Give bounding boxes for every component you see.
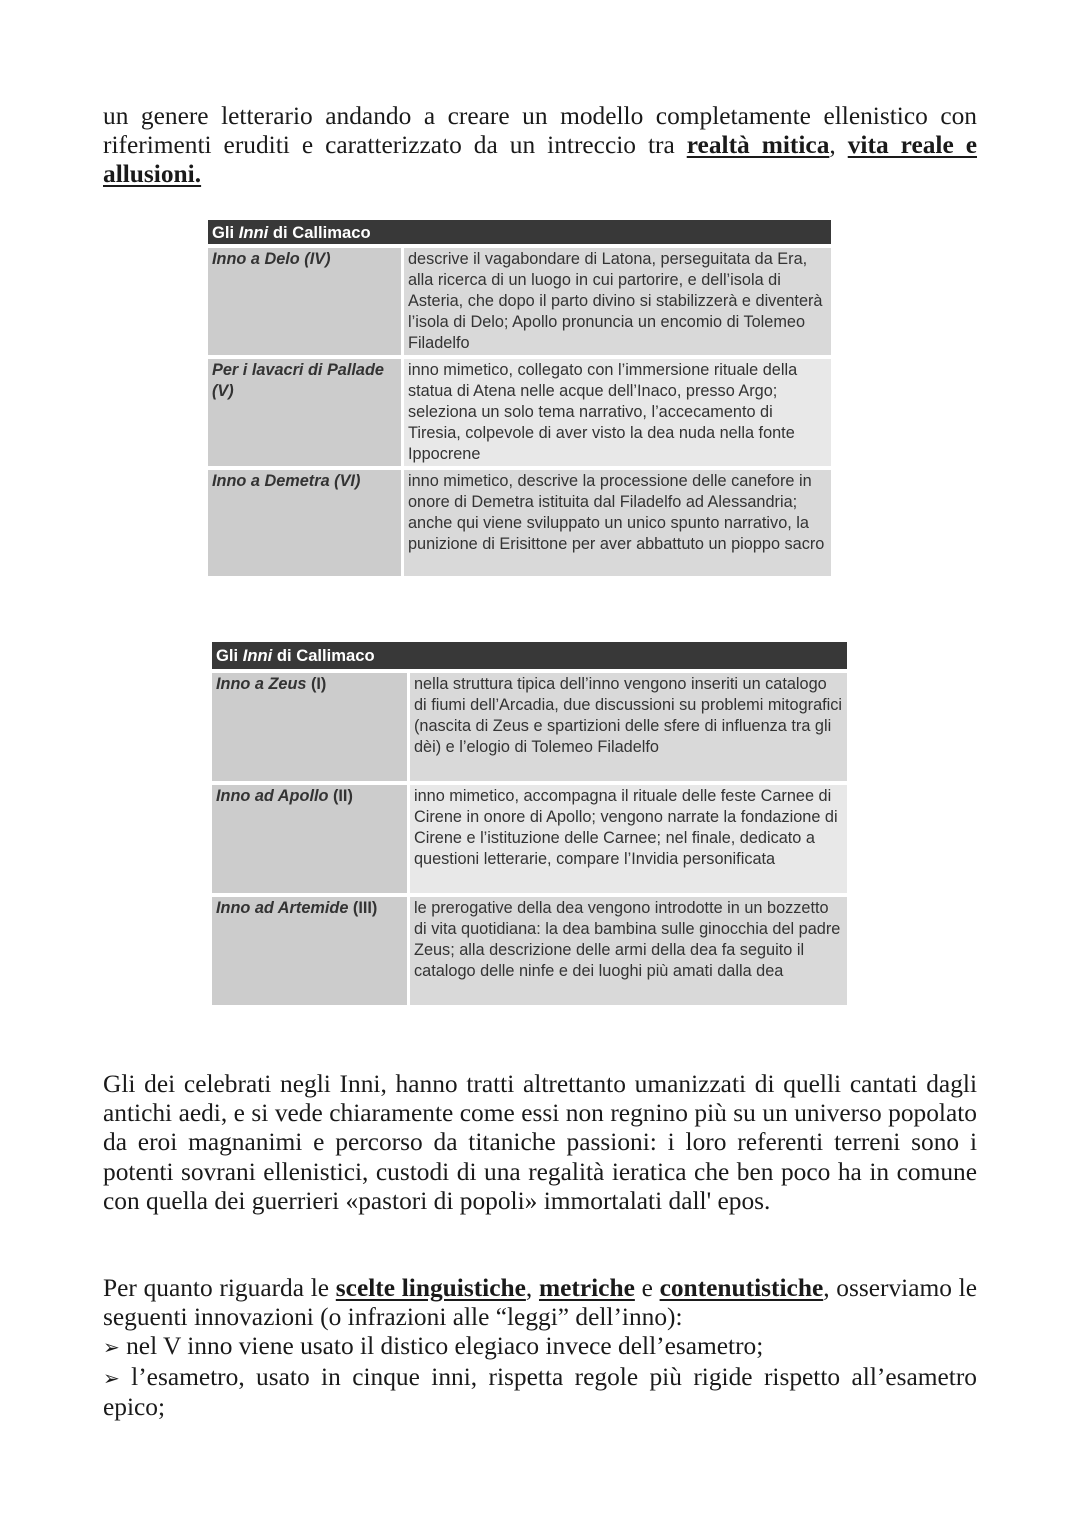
paragraph-dei: Gli dei celebrati negli Inni, hanno tratti altrettanto umanizzati di quelli cantati dagli antichi aedi, e si vede chiaramente come essi non regnino più su un universo popolato da eroi magnanimi e percorso da titaniche passioni: i loro referenti terreni sono i potenti sovrani ellenistici, custodi di una regalità ieratica che ben poco ha in comune con quella dei guerrieri «pastori di popoli» immortalati dall' epos.: [103, 1070, 977, 1215]
table-inni-1: [208, 220, 831, 576]
table-title-post: di Callimaco: [268, 222, 371, 242]
row-name: Per i lavacri di Pallade (V): [208, 359, 404, 466]
row-desc: inno mimetico, accompagna il rituale delle feste Carnee di Cirene in onore di Apollo; vengono narrate la fondazione di Cirene e l’istituzione delle Carnee; nel finale, dedicato a questioni letterarie, compare l’Invidia personificata: [410, 785, 847, 893]
table-title-pre: Gli: [212, 222, 239, 242]
table-row: [212, 673, 847, 781]
row-name: [212, 897, 410, 1005]
table-row: [208, 248, 831, 355]
table-header: [212, 642, 847, 669]
row-name: [212, 673, 410, 781]
row-name-text: Inno a Zeus: [216, 675, 307, 693]
table-row: [208, 470, 831, 576]
arrow-bullet-icon: ➢: [103, 1335, 120, 1360]
emphasis-vita-reale: vita reale e allusioni.: [103, 131, 977, 189]
row-desc: inno mimetico, descrive la processione delle canefore in onore di Demetra istituita dal Filadelfo ad Alessandria; anche qui viene sviluppato un unico spunto narrativo, la punizione di Erisittone per aver abbattuto un pioppo sacro: [404, 470, 831, 576]
row-desc: inno mimetico, collegato con l’immersione rituale della statua di Atena nelle acque dell’Inaco, presso Argo; seleziona un solo tema narrativo, l’accecamento di Tiresia, colpevole di aver visto la dea nuda nella fonte Ippocrene: [404, 359, 831, 466]
arrow-bullet-icon: ➢: [103, 1365, 120, 1390]
row-desc: le prerogative della dea vengono introdotte in un bozzetto di vita quotidiana: la dea bambina sulle ginocchia del padre Zeus; alla descrizione delle armi della dea fa seguito il catalogo delle ninfe e dei luoghi più amati dalla dea: [410, 897, 847, 1005]
row-desc: descrive il vagabondare di Latona, perseguitata da Era, alla ricerca di un luogo in cui partorire, e dell’isola di Asteria, che dopo il parto divino si stabilizzerà e diventerà l’isola di Delo; Apollo pronuncia un encomio di Tolemeo Filadelfo: [404, 248, 831, 355]
paragraph-innovazioni: [103, 1274, 977, 1422]
table-row: [212, 785, 847, 893]
row-number: (III): [348, 899, 378, 917]
row-name: Inno a Delo (IV): [208, 248, 404, 355]
list-item-text: l’esametro, usato in cinque inni, rispetta regole più rigide rispetto all’esametro epico;: [103, 1362, 977, 1421]
list-item: [103, 1363, 977, 1422]
row-desc: nella struttura tipica dell’inno vengono inseriti un catalogo di fiumi dell’Arcadia, due discussioni su problemi mitografici (nascita di Zeus e spartizioni delle sfere di influenza tra gli dèi) e l’elogio di Tolemeo Filadelfo: [410, 673, 847, 781]
row-name: Inno a Demetra (VI): [208, 470, 404, 576]
emphasis-realta-mitica: realtà mitica: [686, 131, 830, 160]
intro-paragraph: [103, 102, 977, 190]
table-row: [212, 897, 847, 1005]
list-item-text: nel V inno viene usato il distico elegiaco invece dell’esametro;: [119, 1332, 764, 1361]
intro-text-end: , osserviamo le seguenti innovazioni (o infrazioni alle “leggi” dell’inno):: [103, 1274, 978, 1332]
row-number: (II): [328, 787, 353, 805]
emphasis-scelte-linguistiche: scelte linguistiche: [335, 1274, 526, 1302]
separator: ,: [829, 131, 848, 160]
list-item: [103, 1332, 977, 1362]
table-row: [208, 359, 831, 466]
innovazioni-intro: [103, 1274, 977, 1332]
table-header: [208, 220, 831, 244]
table-title-italic: Inni: [238, 222, 269, 242]
table-title-italic: Inni: [242, 646, 273, 665]
row-name: [212, 785, 410, 893]
row-number: (I): [306, 675, 327, 693]
row-name-text: Inno ad Apollo: [216, 787, 329, 805]
emphasis-metriche: metriche: [538, 1274, 635, 1302]
separator: ,: [525, 1274, 539, 1302]
intro-text: Per quanto riguarda le: [103, 1274, 336, 1302]
table-inni-2: [212, 642, 847, 1005]
intro-text: un genere letterario andando a creare un modello completamente ellenistico con riferimenti eruditi e caratterizzato da un intreccio tra: [103, 102, 977, 160]
table-title-pre: Gli: [216, 646, 243, 665]
row-name-text: Inno ad Artemide: [216, 899, 349, 917]
table-title-post: di Callimaco: [272, 646, 375, 665]
separator: e: [634, 1274, 660, 1302]
emphasis-contenutistiche: contenutistiche: [659, 1274, 824, 1302]
